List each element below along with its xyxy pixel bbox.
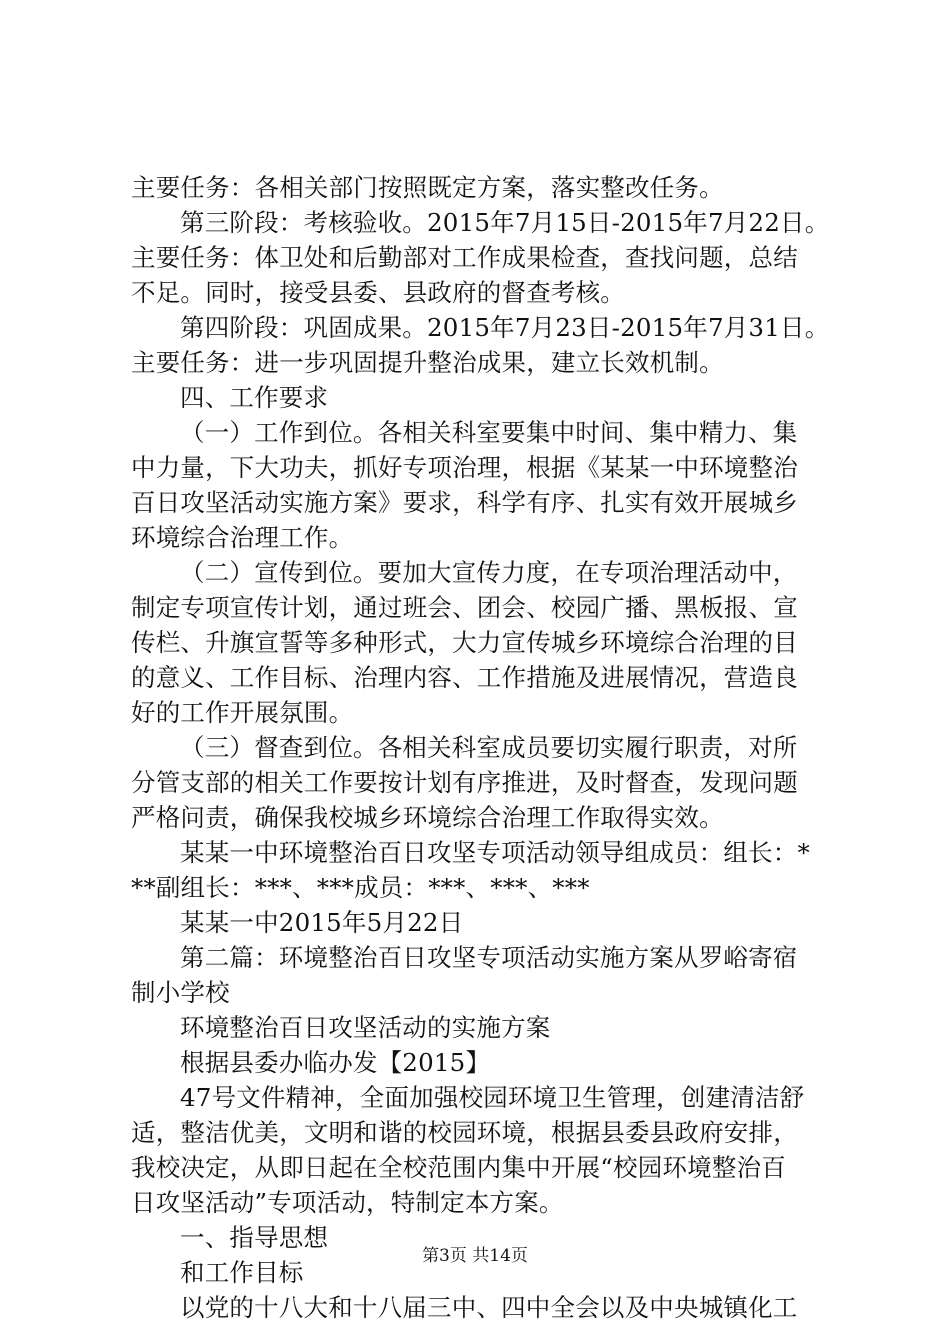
text-line: 传栏、升旗宣誓等多种形式，大力宣传城乡环境综合治理的目: [131, 628, 798, 657]
text-line: （一）工作到位。各相关科室要集中时间、集中精力、集: [180, 418, 798, 447]
text-line: 第二篇：环境整治百日攻坚专项活动实施方案从罗峪寄宿: [180, 943, 798, 972]
text-line: 日攻坚活动”专项活动，特制定本方案。: [131, 1188, 564, 1217]
text-line: 我校决定，从即日起在全校范围内集中开展“校园环境整治百: [131, 1153, 786, 1182]
page-footer: 第3页 共14页: [422, 1246, 528, 1266]
text-line: 一、指导思想: [180, 1223, 329, 1252]
text-line: 四、工作要求: [180, 383, 329, 412]
text-line: 不足。同时，接受县委、县政府的督查考核。: [131, 278, 625, 307]
text-line: 第四阶段：巩固成果。2015年7月23日-2015年7月31日。: [180, 313, 830, 342]
body-text: [131, 170, 846, 1325]
text-line: 适，整洁优美，文明和谐的校园环境，根据县委县政府安排，: [131, 1118, 798, 1147]
text-line: 中力量，下大功夫，抓好专项治理，根据《某某一中环境整治: [131, 453, 798, 482]
text-line: 的意义、工作目标、治理内容、工作措施及进展情况，营造良: [131, 663, 798, 692]
text-line: **副组长：***、***成员：***、***、***: [131, 873, 590, 902]
text-line: 第三阶段：考核验收。2015年7月15日-2015年7月22日。: [180, 208, 830, 237]
text-line: 制定专项宣传计划，通过班会、团会、校园广播、黑板报、宣: [131, 593, 798, 622]
text-line: 47号文件精神，全面加强校园环境卫生管理，创建清洁舒: [180, 1083, 805, 1112]
text-line: 某某一中环境整治百日攻坚专项活动领导组成员：组长：*: [180, 838, 810, 867]
text-line: 和工作目标: [180, 1258, 304, 1287]
text-line: 制小学校: [131, 978, 230, 1007]
text-line: 某某一中2015年5月22日: [180, 908, 464, 937]
text-line: 根据县委办临办发【2015】: [180, 1048, 491, 1077]
text-line: 分管支部的相关工作要按计划有序推进，及时督查，发现问题: [131, 768, 798, 797]
text-line: 主要任务：各相关部门按照既定方案，落实整改任务。: [131, 173, 724, 202]
text-line: 以党的十八大和十八届三中、四中全会以及中央城镇化工: [180, 1293, 798, 1322]
text-line: （三）督查到位。各相关科室成员要切实履行职责，对所: [180, 733, 798, 762]
text-line: （二）宣传到位。要加大宣传力度，在专项治理活动中，: [180, 558, 798, 587]
text-line: 严格问责，确保我校城乡环境综合治理工作取得实效。: [131, 803, 724, 832]
text-line: 主要任务：进一步巩固提升整治成果，建立长效机制。: [131, 348, 724, 377]
text-line: 环境综合治理工作。: [131, 523, 354, 552]
text-line: 好的工作开展氛围。: [131, 698, 354, 727]
text-line: 主要任务：体卫处和后勤部对工作成果检查，查找问题，总结: [131, 243, 798, 272]
text-line: 百日攻坚活动实施方案》要求，科学有序、扎实有效开展城乡: [131, 488, 798, 517]
text-line: 环境整治百日攻坚活动的实施方案: [180, 1013, 551, 1042]
